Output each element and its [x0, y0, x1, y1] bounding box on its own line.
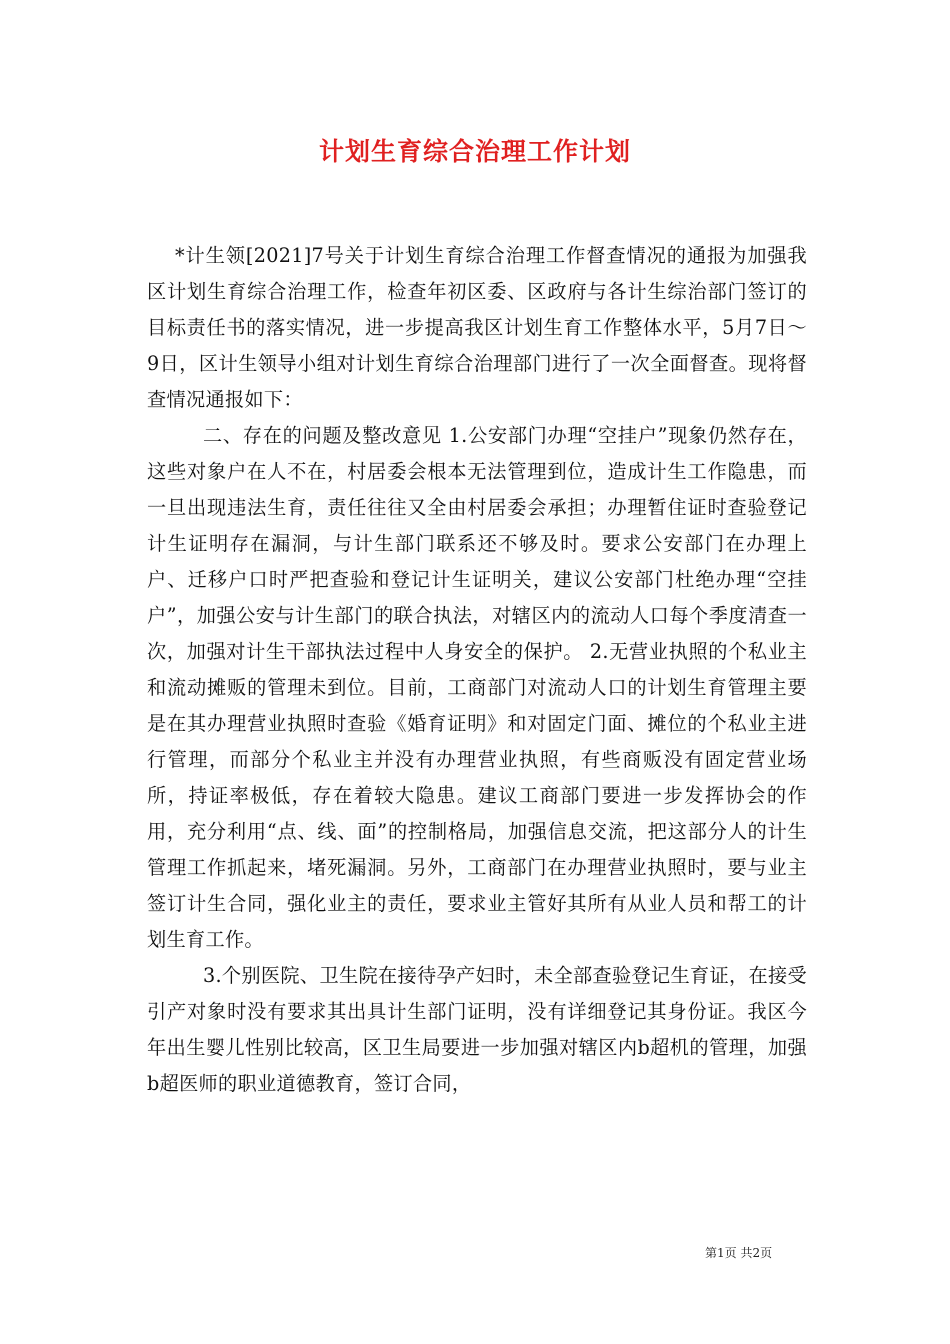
page-number-footer: 第1页 共2页 — [705, 1246, 773, 1260]
document-title: 计划生育综合治理工作计划 — [318, 137, 631, 166]
paragraph-hospitals: 3.个别医院、卫生院在接待孕产妇时，未全部查验登记生育证，在接受引产对象时没有要求其出具计生部门证明，没有详细登记其身份证。我区今年出生婴儿性别比较高，区卫生局要进一步加强对辖区内b超机的管理，加强b超医师的职业道德教育，签订合同， — [147, 964, 807, 1095]
paragraph-notice: *计生领[2021]7号关于计划生育综合治理工作督查情况的通报为加强我区计划生育综合治理工作，检查年初区委、区政府与各计生综治部门签订的目标责任书的落实情况，进一步提高我区计划生育工作整体水平，5月7日～9日，区计生领导小组对计划生育综合治理部门进行了一次全面督查。现将督查情况通报如下： — [147, 244, 807, 411]
paragraph-problems: 二、存在的问题及整改意见 1.公安部门办理“空挂户”现象仍然存在，这些对象户在人不在，村居委会根本无法管理到位，造成计生工作隐患，而一旦出现违法生育，责任往往又全由村居委会承担；办理暂住证时查验登记计生证明存在漏洞，与计生部门联系还不够及时。要求公安部门在办理上户、迁移户口时严把查验和登记计生证明关，建议公安部门杜绝办理“空挂户”，加强公安与计生部门的联合执法，对辖区内的流动人口每个季度清查一次，加强对计生干部执法过程中人身安全的保护。 2.无营业执照的个私业主和流动摊贩的管理未到位。目前，工商部门对流动人口的计划生育管理主要是在其办理营业执照时查验《婚育证明》和对固定门面、摊位的个私业主进行管理，而部分个私业主并没有办理营业执照，有些商贩没有固定营业场所，持证率极低，存在着较大隐患。建议工商部门要进一步发挥协会的作用，充分利用“点、线、面”的控制格局，加强信息交流，把这部分人的计生管理工作抓起来，堵死漏洞。另外，工商部门在办理营业执照时，要与业主签订计生合同，强化业主的责任，要求业主管好其所有从业人员和帮工的计划生育工作。 — [147, 424, 807, 951]
document-body — [147, 238, 807, 1102]
